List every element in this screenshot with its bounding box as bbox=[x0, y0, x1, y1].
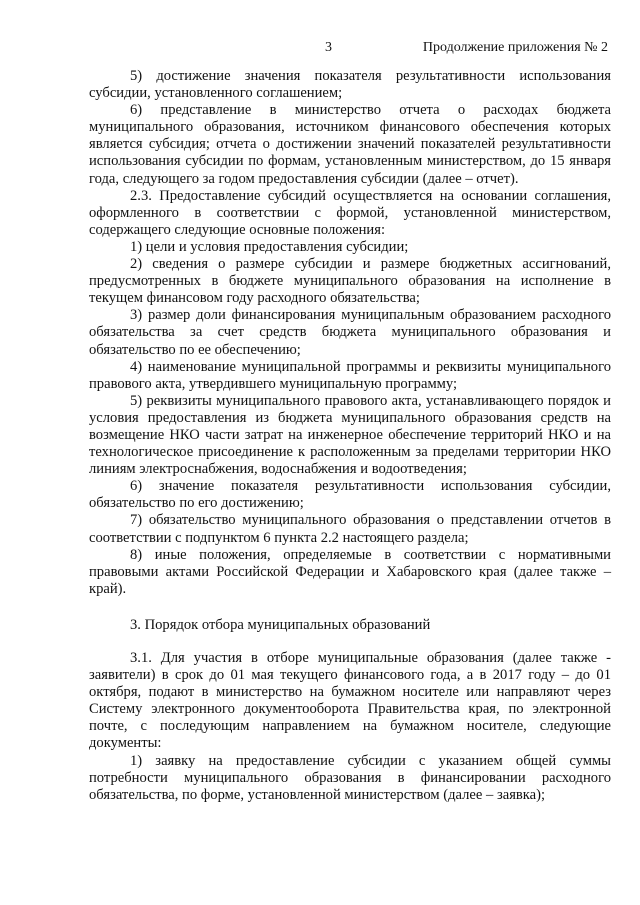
paragraph-agreement-item-4: 4) наименование муниципальной программы и реквизиты муниципального правового акта, утвердившего муниципальную программу; bbox=[89, 358, 611, 392]
paragraph-item-5-result: 5) достижение значения показателя результативности использования субсидии, установленного соглашением; bbox=[89, 68, 611, 102]
section-heading: 3. Порядок отбора муниципальных образований bbox=[130, 616, 431, 633]
paragraph-documents-item-1: 1) заявку на предоставление субсидии с указанием общей суммы потребности муниципального образования в финансировании расходного обязательства, по форме, установленной министерством (далее – заявка); bbox=[89, 752, 611, 803]
paragraph-item-6-report: 6) представление в министерство отчета о расходах бюджета муниципального образования, источником финансового обеспечения которых является субсидия; отчета о достижении значений показателей результативности использования субсидии по формам, установленным министерством, до 15 января года, следующего за годом предоставления субсидии (далее – отчет). bbox=[89, 102, 611, 187]
paragraph-agreement-item-2: 2) сведения о размере субсидии и размере бюджетных ассигнований, предусмотренных в бюджете муниципального образования на исполнение в текущем финансовом году расходного обязательства; bbox=[89, 256, 611, 307]
paragraph-3-1: 3.1. Для участия в отборе муниципальные образования (далее также - заявители) в срок до 01 мая текущего финансового года, а в 2017 году – до 01 октября, подают в министерство на бумажном носителе или направляют через Систему электронного документооборота Правительства края, по электронной почте, с последующим направлением на бумажном носителе, следующие документы: bbox=[89, 650, 611, 752]
appendix-continuation-label: Продолжение приложения № 2 bbox=[422, 40, 608, 55]
paragraph-agreement-item-8: 8) иные положения, определяемые в соответствии с нормативными правовыми актами Российской Федерации и Хабаровского края (далее также – край). bbox=[89, 546, 611, 597]
document-body bbox=[89, 68, 611, 804]
paragraph-agreement-item-3: 3) размер доли финансирования муниципальным образованием расходного обязательства за счет средств бюджета муниципального образования и обязательство по ее обеспечению; bbox=[89, 307, 611, 358]
paragraph-agreement-item-6: 6) значение показателя результативности использования субсидии, обязательство по его достижению; bbox=[89, 478, 611, 512]
paragraph-agreement-item-7: 7) обязательство муниципального образования о представлении отчетов в соответствии с подпунктом 6 пункта 2.2 настоящего раздела; bbox=[89, 512, 611, 546]
paragraph-2-3: 2.3. Предоставление субсидий осуществляется на основании соглашения, оформленного в соответствии с формой, установленной министерством, содержащего следующие основные положения: bbox=[89, 187, 611, 238]
paragraph-agreement-item-5: 5) реквизиты муниципального правового акта, устанавливающего порядок и условия предоставления из бюджета муниципального образования средств на возмещение НКО части затрат на инженерное обеспечение территорий НКО и на технологическое присоединение к расположенным за пределами территории НКО линиям электроснабжения, водоснабжения и водоотведения; bbox=[89, 392, 611, 478]
paragraph-agreement-item-1: 1) цели и условия предоставления субсидии; bbox=[130, 238, 409, 255]
page-number: 3 bbox=[325, 40, 332, 55]
